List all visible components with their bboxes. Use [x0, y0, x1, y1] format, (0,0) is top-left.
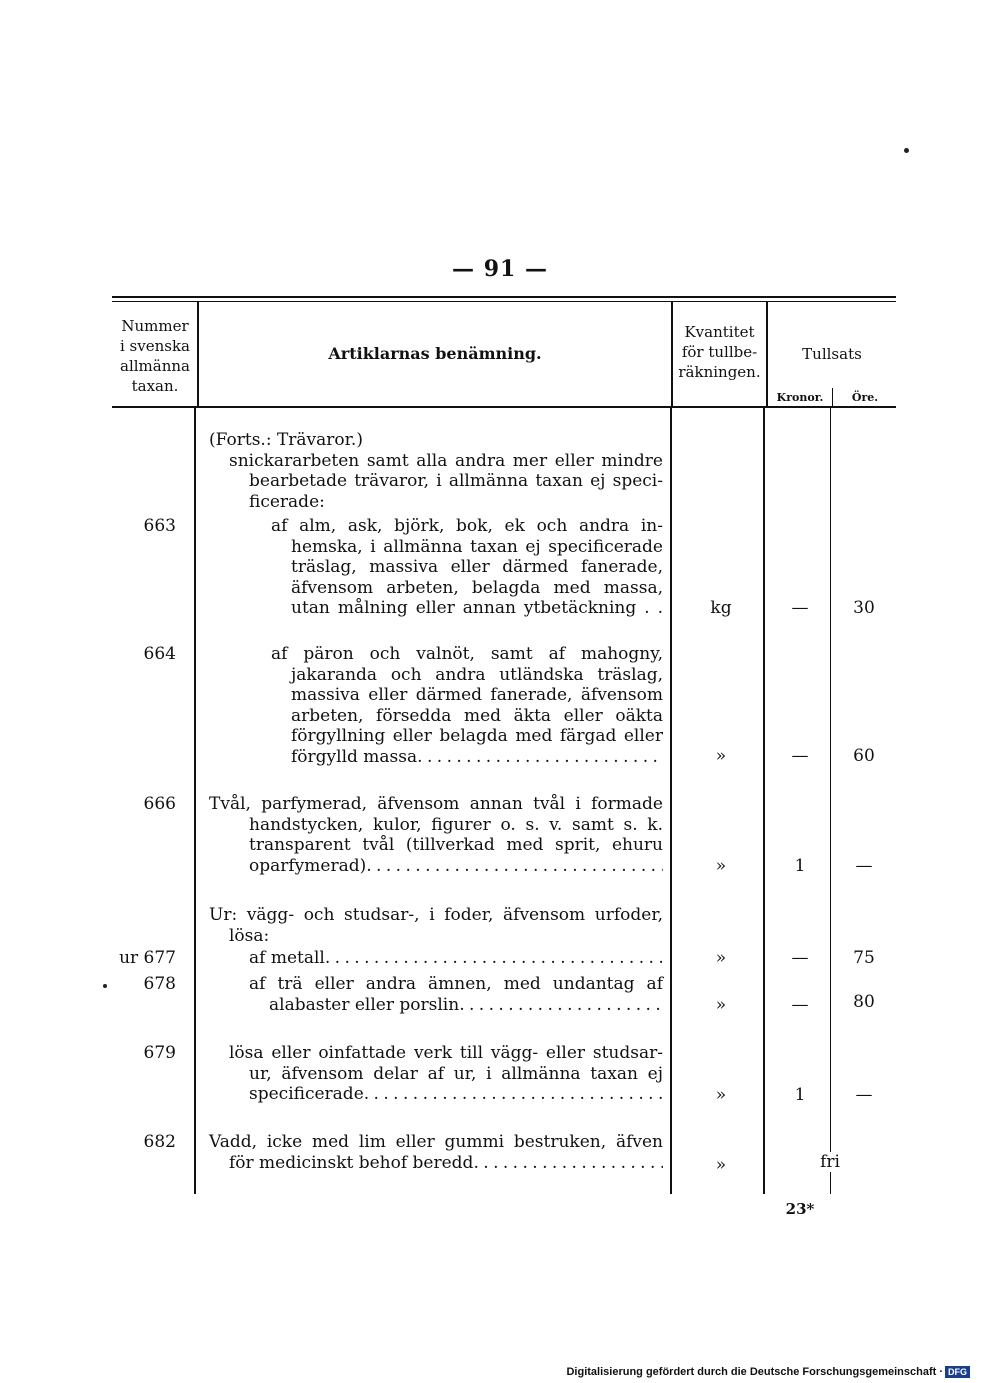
entry-number: 678 — [143, 974, 176, 994]
entry-number: 679 — [143, 1043, 176, 1063]
entry-description — [229, 1043, 663, 1105]
entry-ore: — — [855, 856, 873, 876]
body-divider-article-col — [670, 408, 672, 1194]
intro-line: ficerade: — [249, 491, 325, 512]
entry-line: lösa: — [229, 925, 270, 946]
entry-duty-free: fri — [800, 1152, 860, 1172]
entry-line: jakaranda och andra utländska träslag, — [291, 664, 663, 685]
entry-kronor: — — [791, 948, 809, 968]
dot-leader — [366, 856, 663, 877]
entry-number: 663 — [143, 516, 176, 536]
entry-line: Ur: vägg- och studsar-, i foder, äfvensom urfoder, — [209, 905, 663, 925]
entry-line: handstycken, kulor, figurer o. s. v. samt s. k. — [249, 814, 663, 835]
intro-line: snickararbeten samt alla andra mer eller mindre — [229, 450, 663, 471]
sheet-mark: 23* — [785, 1200, 815, 1218]
header-bottom-rule — [112, 406, 896, 408]
entry-line: af päron och valnöt, samt af mahogny, — [271, 644, 663, 664]
entry-description — [209, 905, 663, 946]
intro-forts: (Forts.: Trävaror.) — [209, 430, 363, 450]
entry-line: förgylld massa — [291, 746, 418, 767]
entry-number: 664 — [143, 644, 176, 664]
entry-quantity: » — [715, 1155, 727, 1175]
entry-description — [271, 644, 663, 767]
entry-kronor: — — [791, 995, 809, 1015]
entry-line: alabaster eller porslin — [269, 994, 460, 1015]
entry-quantity: kg — [710, 598, 732, 618]
header-quantity-line: för tullbe- — [681, 343, 758, 361]
header-number-col — [112, 316, 198, 396]
entry-kronor: — — [791, 598, 809, 618]
entry-line: ur, äfvensom delar af ur, i allmänna taxan ej — [249, 1063, 663, 1084]
entry-ore: 60 — [853, 746, 875, 766]
body-divider-quantity-col — [763, 408, 765, 1194]
entry-quantity: » — [715, 746, 727, 766]
entry-description — [249, 974, 663, 1015]
entry-description — [249, 948, 663, 969]
dfg-logo: DFG — [945, 1366, 970, 1378]
header-quantity-col — [673, 322, 766, 382]
dot-leader — [473, 1153, 663, 1174]
footer-text: Digitalisierung gefördert durch die Deutsche Forschungsgemeinschaft · — [566, 1366, 943, 1378]
entry-description — [209, 1132, 663, 1173]
footer — [566, 1366, 970, 1378]
entry-quantity: » — [715, 948, 727, 968]
dot-leader — [364, 1084, 663, 1105]
body-divider-number-col — [194, 408, 196, 1194]
entry-number: ur 677 — [119, 948, 176, 968]
entry-quantity: » — [715, 856, 727, 876]
header-number-line: allmänna — [120, 357, 190, 375]
page-number: — 91 — — [452, 256, 548, 282]
header-top-rule-thin — [112, 301, 896, 302]
entry-leader-line — [249, 1084, 663, 1105]
entry-ore: 30 — [853, 598, 875, 618]
header-number-line: Nummer — [121, 317, 189, 335]
entry-leader-line — [269, 995, 663, 1016]
header-number-line: i svenska — [119, 337, 190, 355]
entry-line: lösa eller oinfattade verk till vägg- eller studsar- — [229, 1043, 663, 1063]
entry-line: för medicinskt behof beredd — [229, 1152, 474, 1173]
entry-ore: 75 — [853, 948, 875, 968]
entry-kronor: — — [791, 746, 809, 766]
dot-leader — [417, 747, 663, 768]
intro-line: bearbetade trävaror, i allmänna taxan ej speci- — [249, 471, 663, 491]
header-quantity-line: räkningen. — [678, 363, 761, 381]
entry-line: arbeten, försedda med äkta eller oäkta — [291, 705, 663, 726]
entry-line: Tvål, parfymerad, äfvensom annan tvål i formade — [209, 794, 663, 814]
divider-kronor-col-header — [832, 388, 833, 406]
entry-line: specificerade — [249, 1084, 364, 1104]
header-number-line: taxan. — [131, 377, 179, 395]
header-quantity-line: Kvantitet — [684, 323, 755, 341]
intro-block — [209, 430, 663, 512]
header-kronor: Kronor. — [776, 391, 824, 404]
entry-line: af trä eller andra ämnen, med undantag af — [249, 974, 663, 994]
header-top-rule — [112, 296, 896, 298]
page-speck — [904, 148, 909, 153]
entry-description — [209, 794, 663, 876]
entry-leader-line — [249, 948, 663, 969]
entry-kronor: 1 — [794, 856, 806, 876]
entry-kronor: 1 — [794, 1085, 806, 1105]
entry-ore: — — [855, 1085, 873, 1105]
entry-quantity: » — [715, 995, 727, 1015]
entry-line: oparfymerad) — [249, 855, 367, 876]
entry-line: äfvensom arbeten, belagda med massa, — [291, 577, 663, 598]
entry-ore: 80 — [853, 992, 875, 1012]
entry-line: transparent tvål (tillverkad med sprit, ehuru — [249, 835, 663, 855]
entry-description — [271, 516, 663, 619]
entry-line: Vadd, icke med lim eller gummi bestruken, äfven — [209, 1132, 663, 1152]
entry-line: träslag, massiva eller därmed fanerade, — [291, 557, 663, 577]
dot-leader — [459, 995, 663, 1016]
entry-line: förgyllning eller belagda med färgad eller — [291, 726, 663, 746]
header-article-col: Artiklarnas benämning. — [328, 344, 542, 363]
entry-leader-line — [249, 856, 663, 877]
entry-line: af metall — [249, 948, 325, 968]
entry-leader-line — [229, 1153, 663, 1174]
entry-number: 682 — [143, 1132, 176, 1152]
entry-line: massiva eller därmed fanerade, äfvensom — [291, 685, 663, 705]
entry-quantity: » — [715, 1085, 727, 1105]
entry-line: af alm, ask, björk, bok, ek och andra in- — [271, 516, 663, 536]
entry-line: hemska, i allmänna taxan ej specificerade — [291, 536, 663, 557]
entry-number: 666 — [143, 794, 176, 814]
header-duty-col: Tullsats — [802, 345, 862, 363]
entry-line: utan målning eller annan ytbetäckning . . — [291, 598, 663, 618]
body-divider-kronor-col — [830, 408, 831, 1194]
entry-leader-line — [291, 747, 663, 768]
dot-leader — [325, 948, 663, 969]
header-ore: Öre. — [851, 391, 879, 404]
